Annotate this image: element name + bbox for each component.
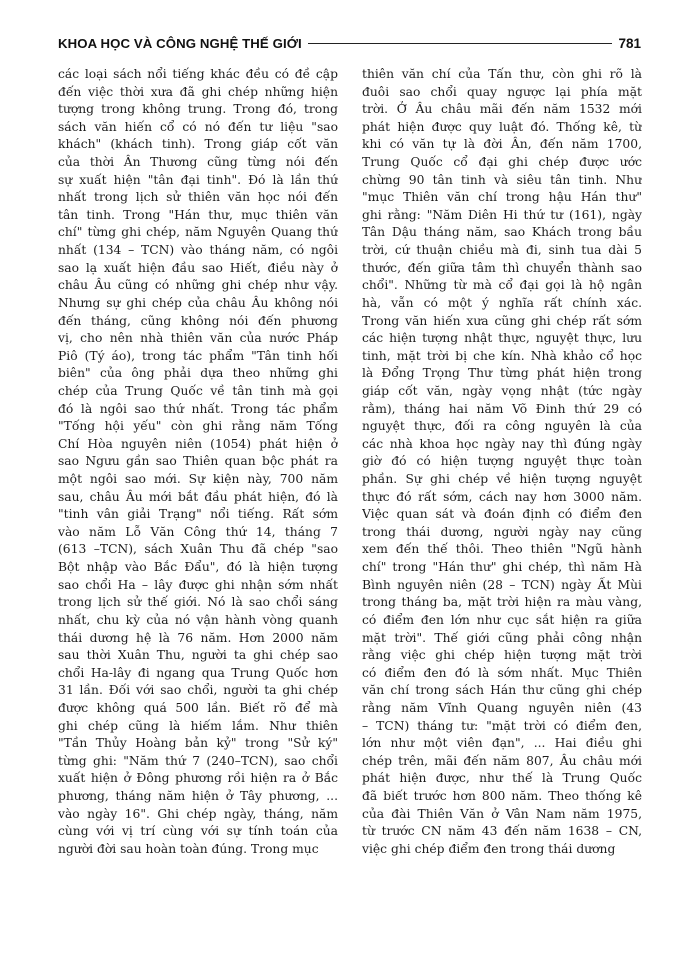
text-line: sao lạ xuất hiện đầu sao Hiết, điều này ở bbox=[58, 260, 338, 275]
text-line: nhất (134 – TCN) vào tháng năm, có ngôi bbox=[58, 243, 338, 258]
text-line: Chí Hòa nguyên niên (1054) phát hiện ở bbox=[58, 436, 338, 451]
text-line: sao Ngưu gần sao Thiên quan bộc phát ra bbox=[58, 454, 338, 469]
text-line: vị, cho nên nhà thiên văn của nước Pháp bbox=[58, 331, 338, 346]
text-line: châu Âu cũng có những ghi chép như vậy. bbox=[58, 278, 338, 293]
text-line: văn chí trong sách Hán thư cũng ghi chép bbox=[362, 683, 642, 698]
text-line: sau, châu Âu mới bắt đầu phát hiện, đó là bbox=[58, 489, 338, 504]
text-line: thái dương hệ là 76 năm. Hơn 2000 năm bbox=[58, 630, 338, 645]
text-line: chổi Ha-lây đi ngang qua Trung Quốc hơn bbox=[58, 665, 338, 680]
text-line: ghi rằng: "Năm Diên Hi thứ tư (161), ngày bbox=[362, 207, 642, 222]
text-line: thực đó rất sớm, cách nay hơn 3000 năm. bbox=[362, 489, 642, 504]
text-line: trong thái dương, người ngày nay cũng bbox=[362, 524, 642, 539]
text-line: được không quá 500 lần. Biết rõ để mà bbox=[58, 700, 338, 715]
text-line: trong tháng ba, mặt trời hiện ra màu vàng, bbox=[362, 595, 642, 610]
text-line: của đài Thiên Văn ở Vân Nam năm 1975, bbox=[362, 806, 642, 821]
text-line: phát hiện được quy luật đó. Thống kê, từ bbox=[362, 119, 642, 134]
text-line: vào năm Lỗ Văn Công thứ 14, tháng 7 bbox=[58, 524, 338, 539]
text-line: trời. Ở Âu châu mãi đến năm 1532 mới bbox=[362, 102, 642, 117]
running-title: KHOA HỌC VÀ CÔNG NGHỆ THẾ GIỚI bbox=[58, 35, 302, 51]
text-line: thiên văn chí của Tấn thư, còn ghi rõ là bbox=[362, 67, 642, 81]
text-line: sau thời Xuân Thu, người ta ghi chép sao bbox=[58, 648, 338, 663]
text-line: đó là ngôi sao thứ nhất. Trong tác phẩm bbox=[58, 401, 338, 416]
text-line: từ trước CN năm 43 đến năm 1638 – CN, bbox=[362, 824, 642, 839]
text-line: Trong văn hiến xưa cũng ghi chép rất sớm bbox=[362, 313, 642, 328]
text-line: xuất hiện ở Đông phương rồi hiện ra ở Bắc bbox=[58, 771, 338, 786]
text-line: 31 lần. Đối với sao chổi, người ta ghi chép bbox=[58, 683, 338, 698]
text-line: sao chổi Ha – lây được ghi nhận sớm nhất bbox=[58, 577, 338, 592]
text-line: nhất, chu kỳ của nó vận hành vòng quanh bbox=[58, 612, 338, 627]
text-line: Tân Dậu tháng năm, sao Khách trong bầu bbox=[362, 225, 642, 240]
right-text-column bbox=[362, 66, 642, 858]
text-line: các hiện tượng nhật thực, nguyệt thực, lưu bbox=[362, 331, 642, 346]
page-number: 781 bbox=[618, 35, 641, 51]
text-line: từng ghi: "Năm thứ 7 (240–TCN), sao chổi bbox=[58, 753, 338, 768]
text-line: trong lịch sử thế giới. Nó là sao chổi sáng bbox=[58, 595, 338, 610]
text-line: rằng việc ghi chép hiện tượng mặt trời bbox=[362, 648, 642, 663]
text-line: phát hiện được, như thế là Trung Quốc bbox=[362, 771, 642, 786]
left-text-column bbox=[58, 66, 338, 858]
text-line: đã biết trước hơn 800 năm. Theo thống kê bbox=[362, 788, 642, 803]
text-line: giáp cốt văn, ngày vọng nhật (tức ngày bbox=[362, 383, 642, 398]
text-line: chí" từng ghi chép, năm Nguyên Quang thứ bbox=[58, 225, 338, 240]
text-line: hà, vẫn có một ý nghĩa rất chính xác. bbox=[362, 295, 642, 310]
text-line: Bột nhập vào Bắc Đẩu", đó là hiện tượng bbox=[58, 560, 338, 575]
text-line: có điểm đen lớn như cục sắt hiện ra giữa bbox=[362, 612, 642, 627]
text-line: Piô (Tý áo), trong tác phẩm "Tân tinh hối bbox=[58, 348, 338, 363]
running-header bbox=[58, 30, 641, 56]
text-line: tinh, mặt trời bị che kín. Nhà khảo cổ học bbox=[362, 348, 642, 363]
text-line: "Tần Thủy Hoàng bản kỷ" trong "Sử ký" bbox=[58, 736, 338, 751]
text-line: trời, cứ thuận chiều mà đi, sinh tua dài 5 bbox=[362, 243, 642, 258]
text-line: là Đổng Trọng Thư từng phát hiện trong bbox=[362, 366, 642, 381]
text-line: khách" (khách tinh). Trong giáp cốt văn bbox=[58, 137, 338, 152]
text-line: các nhà khoa học ngày nay thì đúng ngày bbox=[362, 436, 642, 451]
text-line: biên" của ông phải dựa theo những ghi bbox=[58, 366, 338, 381]
text-line: rằng năm Vĩnh Quang nguyên niên (43 bbox=[362, 700, 642, 715]
text-line: nguyệt thực, đối ra công nguyên là của bbox=[362, 419, 642, 434]
text-line: sự xuất hiện "tân đại tinh". Đó là lần thứ bbox=[58, 172, 338, 187]
text-line: vào ngày 16". Ghi chép ngày, tháng, năm bbox=[58, 806, 338, 821]
text-line: chép của Trung Quốc về tân tinh mà gọi bbox=[58, 383, 338, 398]
text-line: giờ đó có hiện tượng nguyệt thực toàn bbox=[362, 454, 642, 469]
text-line: đến việc thời xưa đã ghi chép những hiện bbox=[58, 84, 338, 99]
text-line: thước, đến giữa tâm thì chuyển thành sao bbox=[362, 260, 642, 275]
text-line: "Tống hội yếu" còn ghi rằng năm Tống bbox=[58, 419, 338, 434]
text-line: ghi chép cũng là hiếm lắm. Như thiên bbox=[58, 718, 338, 733]
text-line: lớn như một viên đạn", ... Hai điều ghi bbox=[362, 736, 642, 751]
text-line: rằm), tháng hai năm Võ Đinh thứ 29 có bbox=[362, 401, 642, 416]
text-line: xem đến thế thôi. Theo thiên "Ngũ hành bbox=[362, 542, 642, 557]
text-line: "tinh vân giải Trạng" nổi tiếng. Rất sớm bbox=[58, 507, 338, 522]
header-rule bbox=[308, 43, 613, 44]
text-line: chừng 90 tân tinh và siêu tân tinh. Như bbox=[362, 172, 642, 187]
text-line: mặt trời". Thế giới cũng phải công nhận bbox=[362, 630, 642, 645]
text-line: khi có văn tự là đời Ân, đến năm 1700, bbox=[362, 137, 642, 152]
text-line: "mục Thiên văn chí trong hậu Hán thư" bbox=[362, 190, 642, 205]
text-line: đến tháng, cũng không nói đến phương bbox=[58, 313, 338, 328]
text-line: phương, tháng năm hiện ở Tây phương, ... bbox=[58, 788, 338, 803]
text-line: Bình nguyên niên (28 – TCN) ngày Ất Mùi bbox=[362, 577, 642, 592]
text-line: chí" trong "Hán thư" ghi chép, thì năm Hà bbox=[362, 560, 642, 575]
text-line: Trung Quốc cổ đại ghi chép được ước bbox=[362, 155, 642, 170]
text-line: sách văn hiến cổ có nó đến tư liệu "sao bbox=[58, 119, 338, 134]
text-line: việc ghi chép điểm đen trong thái dương bbox=[362, 841, 616, 856]
text-line: cùng với vị trí cùng với sự tính toán của bbox=[58, 824, 338, 839]
text-line: tượng trong không trung. Trong đó, trong bbox=[58, 102, 338, 117]
text-line: người đời sau hoàn toàn đúng. Trong mục bbox=[58, 841, 319, 856]
text-line: (613 –TCN), sách Xuân Thu đã chép "sao bbox=[58, 542, 338, 557]
text-line: nhất trong lịch sử thiên văn học nói đến bbox=[58, 190, 338, 205]
text-line: chép trên, mãi đến năm 807, Âu châu mới bbox=[362, 753, 642, 768]
text-line: Nhưng sự ghi chép của châu Âu không nói bbox=[58, 295, 338, 310]
text-line: – TCN) tháng tư: "mặt trời có điểm đen, bbox=[362, 718, 642, 733]
text-line: tân tinh. Trong "Hán thư, mục thiên văn bbox=[58, 207, 338, 222]
text-line: Việc quan sát và đoán định có điểm đen bbox=[362, 507, 642, 522]
text-line: chổi". Những từ mà cổ đại gọi là hộ ngân bbox=[362, 278, 642, 293]
text-line: có điểm đen đó là sớm nhất. Mục Thiên bbox=[362, 665, 642, 680]
text-line: đuôi sao chổi quay ngược lại phía mặt bbox=[362, 84, 642, 99]
text-line: của thời Ân Thương cũng từng nói đến bbox=[58, 155, 338, 170]
text-line: phần. Sự ghi chép về hiện tượng nguyệt bbox=[362, 472, 642, 487]
text-line: các loại sách nổi tiếng khác đều có đề cập bbox=[58, 67, 338, 81]
text-line: một ngôi sao mới. Sự kiện này, 700 năm bbox=[58, 472, 338, 487]
